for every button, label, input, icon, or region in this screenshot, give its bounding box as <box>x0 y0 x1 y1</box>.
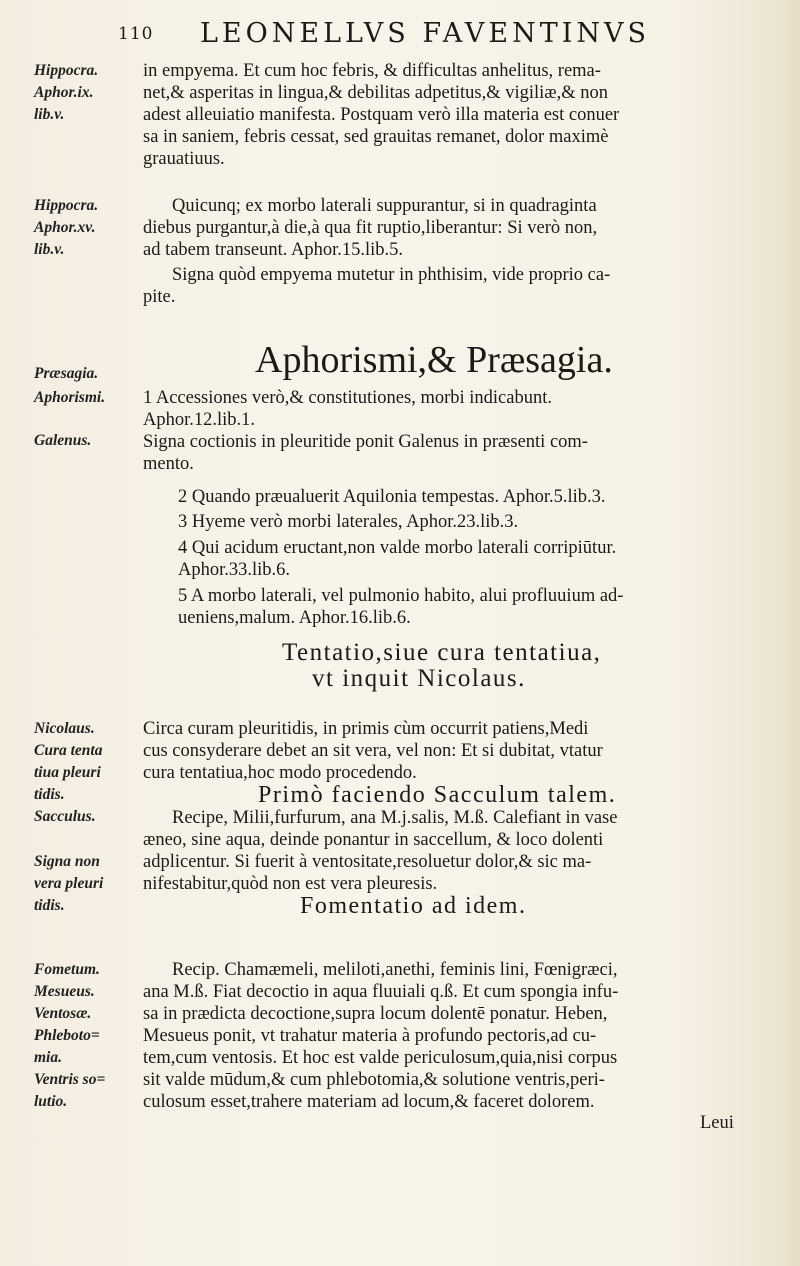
margin-note: Galenus. <box>34 432 92 449</box>
aphorism-line: Signa coctionis in pleuritide ponit Galenus in præsenti com- <box>143 432 588 452</box>
aphorism-line: 4 Qui acidum eructant,non valde morbo laterali corripiūtur. <box>178 538 617 558</box>
margin-note: Cura tenta <box>34 742 103 759</box>
aphorism-line: 3 Hyeme verò morbi laterales, Aphor.23.lib.3. <box>178 512 519 532</box>
page-header <box>118 18 678 52</box>
margin-note: Mesueus. <box>34 983 95 1000</box>
margin-note: Fometum. <box>34 961 100 978</box>
margin-note: Aphor.ix. <box>34 84 94 101</box>
text-line: cus consyderare debet an sit vera, vel non: Et si dubitat, vtatur <box>143 741 603 761</box>
text-line: adplicentur. Si fuerit à ventositate,resoluetur dolor,& sic ma- <box>143 852 592 872</box>
text-line: Recip. Chamæmeli, meliloti,anethi, feminis lini, Fœnigræci, <box>172 960 618 980</box>
page-number: 110 <box>118 24 154 44</box>
catchword: Leui <box>700 1113 734 1133</box>
section-heading: Tentatio,siue cura tentatiua, <box>282 639 602 666</box>
text-line: ad tabem transeunt. Aphor.15.lib.5. <box>143 240 403 260</box>
text-line: Mesueus ponit, vt trahatur materia à profundo pectoris,ad cu- <box>143 1026 597 1046</box>
margin-note: Sacculus. <box>34 808 96 825</box>
margin-note: mia. <box>34 1049 62 1066</box>
text-line: Recipe, Milii,furfurum, ana M.j.salis, M.ß. Calefiant in vase <box>172 808 618 828</box>
margin-note: tiua pleuri <box>34 764 101 781</box>
aphorism-line: ueniens,malum. Aphor.16.lib.6. <box>178 608 411 628</box>
text-line: pite. <box>143 287 176 307</box>
text-line: Circa curam pleuritidis, in primis cùm occurrit patiens,Medi <box>143 719 589 739</box>
margin-note: Aphorismi. <box>34 389 106 406</box>
margin-note: vera pleuri <box>34 875 104 892</box>
aphorism-line: Aphor.12.lib.1. <box>143 410 256 430</box>
text-line: cura tentatiua,hoc modo procedendo. <box>143 763 417 783</box>
text-line: grauatiuus. <box>143 149 225 169</box>
text-line: ana M.ß. Fiat decoctio in aqua fluuiali q.ß. Et cum spongia infu- <box>143 982 619 1002</box>
margin-note: Nicolaus. <box>34 720 95 737</box>
section-heading: vt inquit Nicolaus. <box>312 665 526 692</box>
section-heading: Fomentatio ad idem. <box>300 893 527 919</box>
running-title: LEONELLVS FAVENTINVS <box>200 18 651 49</box>
text-line: net,& asperitas in lingua,& debilitas adpetitus,& vigiliæ,& non <box>143 83 609 103</box>
text-line: sit valde mūdum,& cum phlebotomia,& solutione ventris,peri- <box>143 1070 605 1090</box>
margin-note: Ventosæ. <box>34 1005 92 1022</box>
text-line: in empyema. Et cum hoc febris, & difficultas anhelitus, rema- <box>143 61 601 81</box>
margin-note: Signa non <box>34 853 100 870</box>
aphorism-line: Aphor.33.lib.6. <box>178 560 291 580</box>
text-line: sa in prædicta decoctione,supra locum dolentē ponatur. Heben, <box>143 1004 608 1024</box>
margin-note: Hippocra. <box>34 62 99 79</box>
margin-note: tidis. <box>34 897 65 914</box>
aphorism-line: 2 Quando præualuerit Aquilonia tempestas. Aphor.5.lib.3. <box>178 487 606 507</box>
text-line: adest alleuiatio manifesta. Postquam verò illa materia est conuer <box>143 105 620 125</box>
aphorism-line: 1 Accessiones verò,& constitutiones, morbi indicabunt. <box>143 388 552 408</box>
text-line: Quicunq; ex morbo laterali suppurantur, si in quadraginta <box>172 196 597 216</box>
margin-note: Phleboto= <box>34 1027 100 1044</box>
text-line: culosum esset,trahere materiam ad locum,& faceret dolorem. <box>143 1092 595 1112</box>
aphorism-line: 5 A morbo laterali, vel pulmonio habito, alui profluuium ad- <box>178 586 624 606</box>
margin-note: Hippocra. <box>34 197 99 214</box>
margin-note: tidis. <box>34 786 65 803</box>
text-line: nifestabitur,quòd non est vera pleuresis. <box>143 874 438 894</box>
text-line: diebus purgantur,à die,à qua fit ruptio,liberantur: Si verò non, <box>143 218 598 238</box>
text-line: sa in saniem, febris cessat, sed grauitas remanet, dolor maximè <box>143 127 609 147</box>
margin-note: Ventris so= <box>34 1071 106 1088</box>
section-heading: Aphorismi,& Præsagia. <box>255 339 613 381</box>
margin-note: Aphor.xv. <box>34 219 96 236</box>
aphorism-line: mento. <box>143 454 194 474</box>
margin-note: Præsagia. <box>34 365 99 382</box>
text-line: æneo, sine aqua, deinde ponantur in saccellum, & loco dolenti <box>143 830 604 850</box>
margin-note: lib.v. <box>34 106 65 123</box>
text-line: tem,cum ventosis. Et hoc est valde periculosum,quia,nisi corpus <box>143 1048 618 1068</box>
text-line: Signa quòd empyema mutetur in phthisim, vide proprio ca- <box>172 265 611 285</box>
section-heading: Primò faciendo Sacculum talem. <box>258 782 617 808</box>
margin-note: lib.v. <box>34 241 65 258</box>
margin-note: lutio. <box>34 1093 68 1110</box>
